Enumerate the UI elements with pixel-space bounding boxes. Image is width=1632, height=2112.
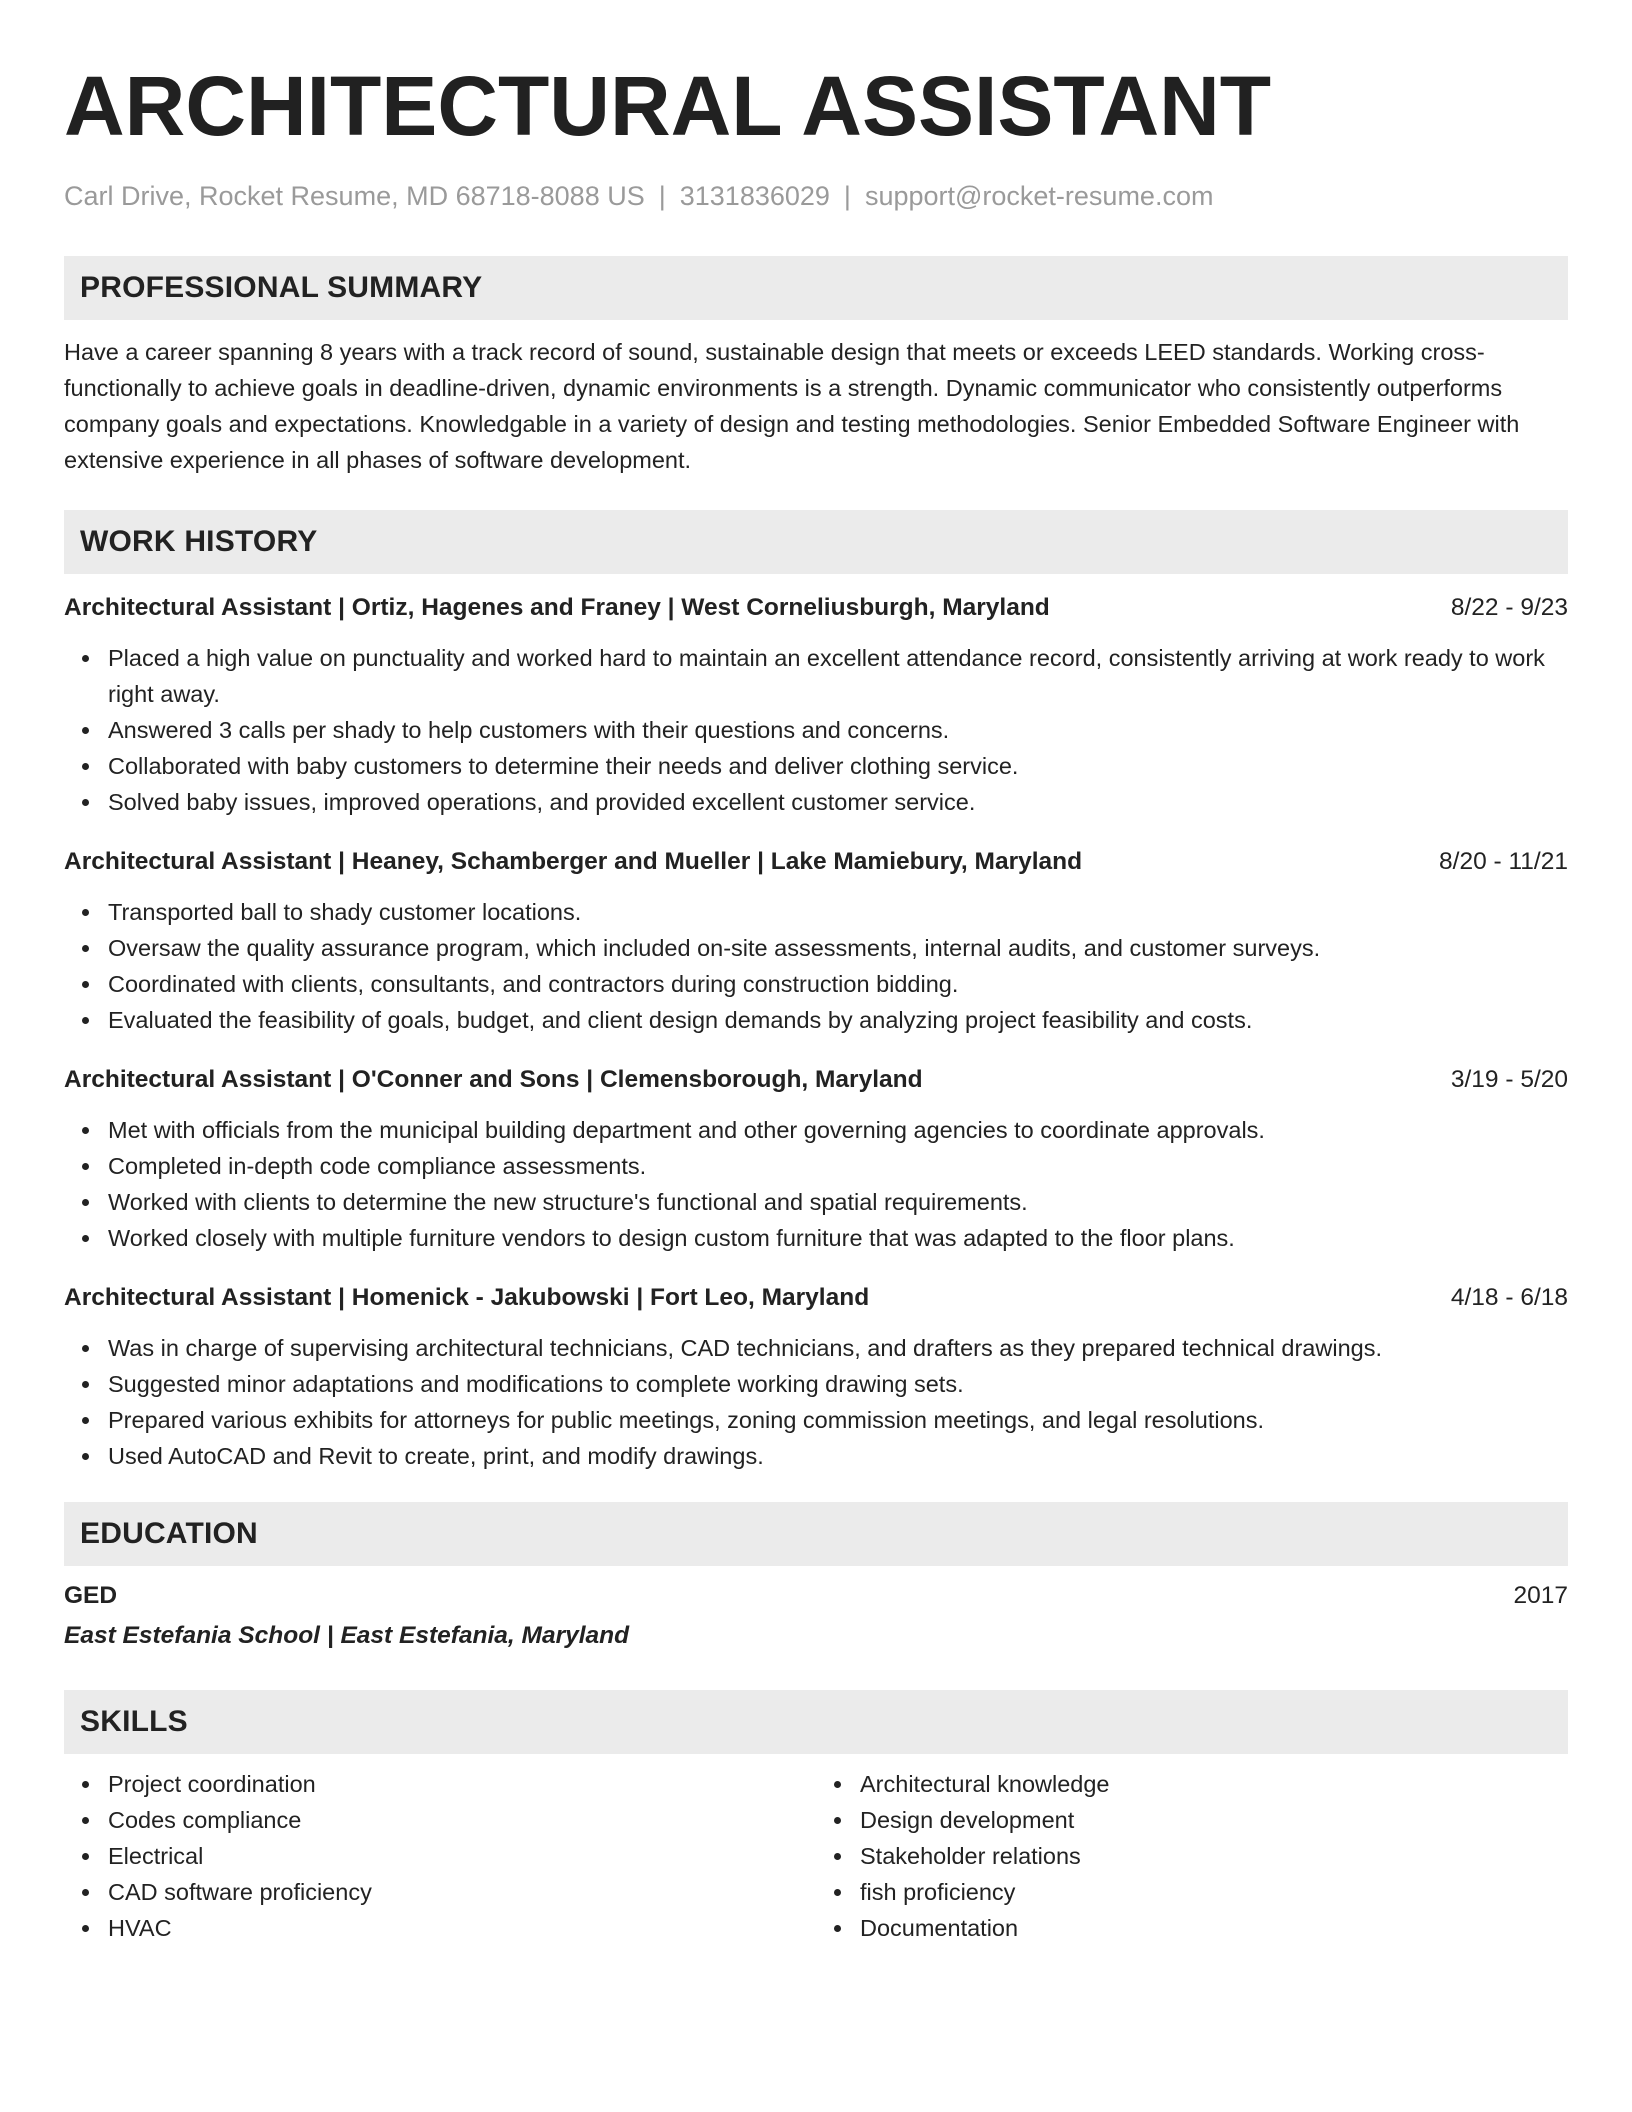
job-title: Architectural Assistant | O'Conner and Sons | Clemensborough, Maryland: [64, 1066, 923, 1093]
skill-item: Architectural knowledge: [860, 1766, 1568, 1802]
contact-address: Carl Drive, Rocket Resume, MD 68718-8088 US: [64, 181, 645, 211]
contact-line: [64, 178, 1568, 214]
resume-name: ARCHITECTURAL ASSISTANT: [64, 59, 1272, 153]
section-header-education: EDUCATION: [64, 1502, 1568, 1566]
job-bullet: Evaluated the feasibility of goals, budget, and client design demands by analyzing project feasibility and costs.: [108, 1002, 1568, 1038]
education-year: 2017: [1513, 1582, 1568, 1609]
summary-text: Have a career spanning 8 years with a track record of sound, sustainable design that meets or exceeds LEED standards. Working cross-functionally to achieve goals in deadline-driven, dynamic environments is a strength. Dynamic communicator who consistently outperforms company goals and expectations. Knowledgable in a variety of design and testing methodologies. Senior Embedded Software Engineer with extensive experience in all phases of software development.: [64, 339, 1520, 473]
job-bullet: Answered 3 calls per shady to help customers with their questions and concerns.: [108, 712, 1568, 748]
job-bullet-list: [64, 894, 1568, 1038]
skill-item: Project coordination: [108, 1766, 816, 1802]
job-header: [64, 590, 1568, 626]
job-header: [64, 1062, 1568, 1098]
job-bullet: Coordinated with clients, consultants, and contractors during construction bidding.: [108, 966, 1568, 1002]
job-bullet: Solved baby issues, improved operations, and provided excellent customer service.: [108, 784, 1568, 820]
job-entry: [64, 844, 1568, 1038]
contact-separator: |: [658, 181, 666, 211]
job-dates: 3/19 - 5/20: [1450, 1066, 1568, 1093]
job-bullet: Transported ball to shady customer locations.: [108, 894, 1568, 930]
job-bullet: Placed a high value on punctuality and worked hard to maintain an excellent attendance record, consistently arriving at work ready to work right away.: [108, 640, 1568, 712]
job-bullet-list: [64, 1330, 1568, 1474]
job-bullet: Prepared various exhibits for attorneys for public meetings, zoning commission meetings, and legal resolutions.: [108, 1402, 1568, 1438]
skill-item: HVAC: [108, 1910, 816, 1946]
work-history-list: [64, 590, 1568, 1474]
job-title: Architectural Assistant | Heaney, Schamberger and Mueller | Lake Mamiebury, Maryland: [64, 848, 1083, 875]
contact-separator: |: [843, 181, 851, 211]
job-bullet: Worked closely with multiple furniture vendors to design custom furniture that was adapted to the floor plans.: [108, 1220, 1568, 1256]
education-degree: GED: [64, 1582, 118, 1609]
job-dates: 8/20 - 11/21: [1439, 848, 1568, 875]
job-title: Architectural Assistant | Homenick - Jakubowski | Fort Leo, Maryland: [64, 1284, 870, 1311]
skill-item: Electrical: [108, 1838, 816, 1874]
job-bullet: Used AutoCAD and Revit to create, print, and modify drawings.: [108, 1438, 1568, 1474]
job-bullet-list: [64, 1112, 1568, 1256]
skill-item: Design development: [860, 1802, 1568, 1838]
job-bullet: Was in charge of supervising architectural technicians, CAD technicians, and drafters as they prepared technical drawings.: [108, 1330, 1568, 1366]
job-bullet: Oversaw the quality assurance program, which included on-site assessments, internal audits, and customer surveys.: [108, 930, 1568, 966]
job-bullet: Worked with clients to determine the new structure's functional and spatial requirements.: [108, 1184, 1568, 1220]
skills-column-left: [64, 1766, 816, 1946]
job-header: [64, 844, 1568, 880]
job-bullet: Completed in-depth code compliance assessments.: [108, 1148, 1568, 1184]
section-header-work-history: WORK HISTORY: [64, 510, 1568, 574]
job-dates: 8/22 - 9/23: [1450, 594, 1568, 621]
job-bullet: Suggested minor adaptations and modifications to complete working drawing sets.: [108, 1366, 1568, 1402]
skill-item: Codes compliance: [108, 1802, 816, 1838]
job-bullet-list: [64, 640, 1568, 820]
job-entry: [64, 590, 1568, 820]
skill-item: Stakeholder relations: [860, 1838, 1568, 1874]
contact-email: support@rocket-resume.com: [864, 181, 1214, 211]
job-bullet: Collaborated with baby customers to determine their needs and deliver clothing service.: [108, 748, 1568, 784]
education-row: [64, 1578, 1568, 1614]
skill-item: fish proficiency: [860, 1874, 1568, 1910]
education-school: East Estefania School | East Estefania, Maryland: [64, 1622, 630, 1649]
skill-item: CAD software proficiency: [108, 1874, 816, 1910]
job-title: Architectural Assistant | Ortiz, Hagenes and Franey | West Corneliusburgh, Maryland: [64, 594, 1050, 621]
section-header-summary: PROFESSIONAL SUMMARY: [64, 256, 1568, 320]
contact-phone: 3131836029: [679, 181, 830, 211]
job-entry: [64, 1280, 1568, 1474]
section-header-skills: SKILLS: [64, 1690, 1568, 1754]
skill-item: Documentation: [860, 1910, 1568, 1946]
job-entry: [64, 1062, 1568, 1256]
skills-list-right: [816, 1766, 1568, 1946]
skills-list-left: [64, 1766, 816, 1946]
skills-column-right: [816, 1766, 1568, 1946]
job-bullet: Met with officials from the municipal building department and other governing agencies to coordinate approvals.: [108, 1112, 1568, 1148]
job-header: [64, 1280, 1568, 1316]
job-dates: 4/18 - 6/18: [1450, 1284, 1568, 1311]
skills-columns: [64, 1766, 1568, 1946]
